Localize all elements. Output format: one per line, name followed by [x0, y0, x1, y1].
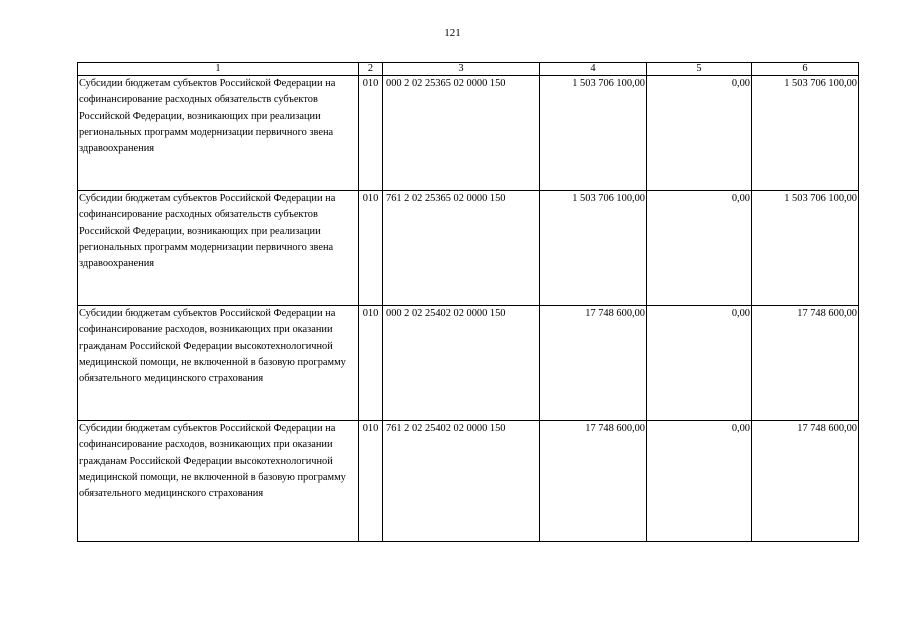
column-header: 2 — [359, 63, 383, 76]
column-header: 6 — [752, 63, 859, 76]
row-col4: 17 748 600,00 — [540, 421, 647, 542]
row-col4: 1 503 706 100,00 — [540, 191, 647, 306]
row-col4: 17 748 600,00 — [540, 306, 647, 421]
table-header-row — [78, 63, 859, 76]
column-header: 1 — [78, 63, 359, 76]
row-code: 010 — [359, 76, 383, 191]
row-code: 010 — [359, 191, 383, 306]
row-col5: 0,00 — [647, 76, 752, 191]
row-col6: 1 503 706 100,00 — [752, 191, 859, 306]
row-col6: 17 748 600,00 — [752, 421, 859, 542]
row-kbk: 000 2 02 25402 02 0000 150 — [383, 306, 540, 421]
row-kbk: 761 2 02 25402 02 0000 150 — [383, 421, 540, 542]
page-number: 121 — [444, 27, 461, 39]
row-name: Субсидии бюджетам субъектов Российской Федерации на софинансирование расходов, возникающих при оказании гражданам Российской Федерации высокотехнологичной медицинской помощи, не включенной в базовую программу обязательного медицинского страхования — [78, 421, 359, 542]
column-header: 4 — [540, 63, 647, 76]
row-col5: 0,00 — [647, 191, 752, 306]
row-col6: 17 748 600,00 — [752, 306, 859, 421]
column-header: 5 — [647, 63, 752, 76]
row-name: Субсидии бюджетам субъектов Российской Федерации на софинансирование расходных обязательств субъектов Российской Федерации, возникающих при реализации региональных программ модернизации первичного звена здравоохранения — [78, 191, 359, 306]
row-kbk: 000 2 02 25365 02 0000 150 — [383, 76, 540, 191]
row-col4: 1 503 706 100,00 — [540, 76, 647, 191]
row-code: 010 — [359, 306, 383, 421]
row-col5: 0,00 — [647, 306, 752, 421]
row-col5: 0,00 — [647, 421, 752, 542]
table-row — [78, 191, 859, 306]
table-row — [78, 421, 859, 542]
row-col6: 1 503 706 100,00 — [752, 76, 859, 191]
row-code: 010 — [359, 421, 383, 542]
row-name: Субсидии бюджетам субъектов Российской Федерации на софинансирование расходов, возникающих при оказании гражданам Российской Федерации высокотехнологичной медицинской помощи, не включенной в базовую программу обязательного медицинского страхования — [78, 306, 359, 421]
budget-table — [77, 62, 859, 542]
row-kbk: 761 2 02 25365 02 0000 150 — [383, 191, 540, 306]
column-header: 3 — [383, 63, 540, 76]
table-row — [78, 306, 859, 421]
table-row — [78, 76, 859, 191]
row-name: Субсидии бюджетам субъектов Российской Федерации на софинансирование расходных обязательств субъектов Российской Федерации, возникающих при реализации региональных программ модернизации первичного звена здравоохранения — [78, 76, 359, 191]
